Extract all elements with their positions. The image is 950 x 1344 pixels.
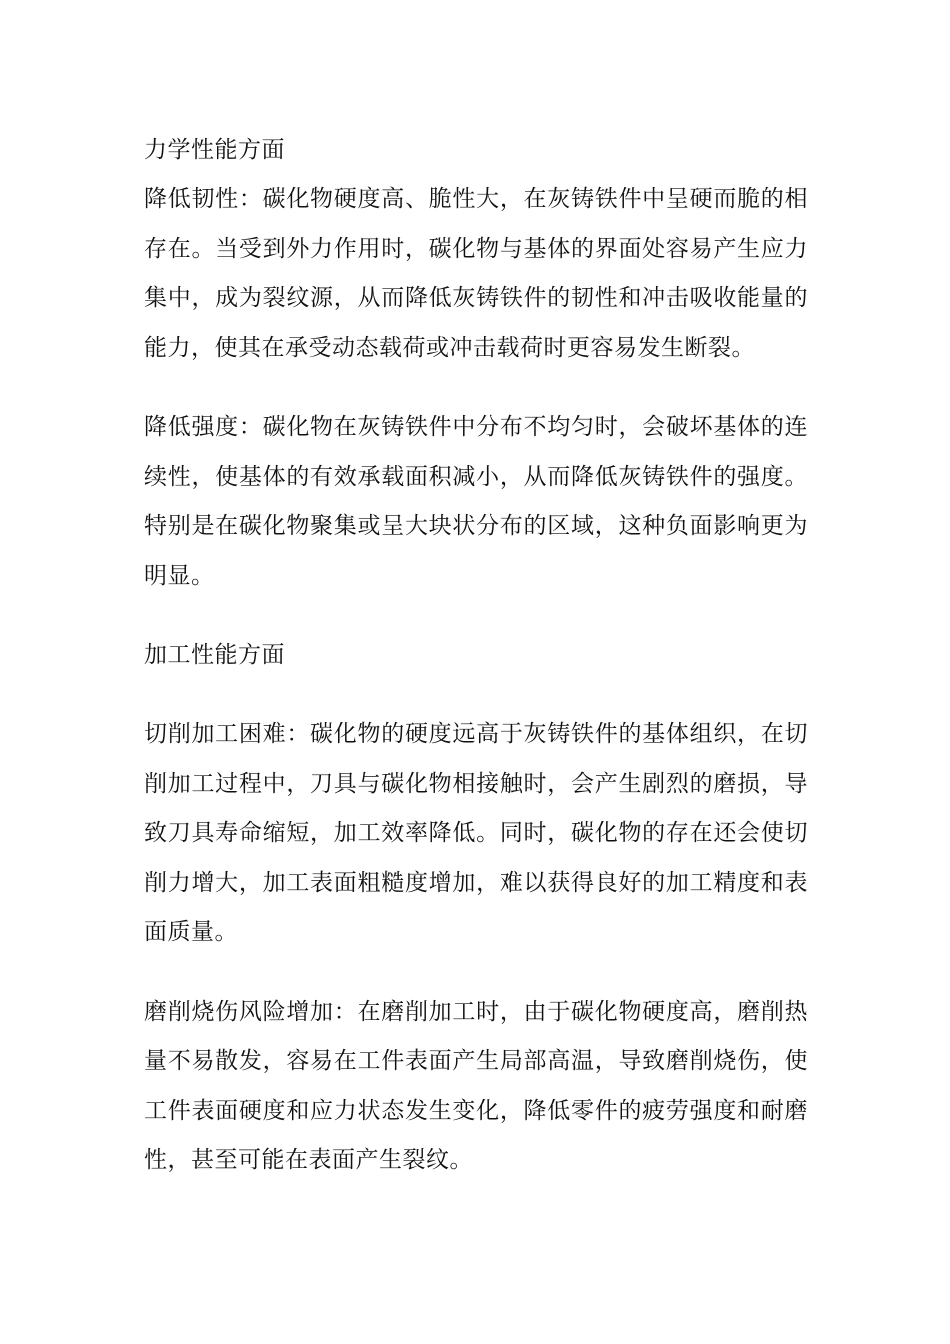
paragraph-cutting: 切削加工困难：碳化物的硬度远高于灰铸铁件的基体组织，在切削加工过程中，刀具与碳化物相接触时，会产生剧烈的磨损，导致刀具寿命缩短，加工效率降低。同时，碳化物的存在还会使切削力增大，加工表面粗糙度增加，难以获得良好的加工精度和表面质量。 [144, 721, 808, 945]
paragraph-toughness: 降低韧性：碳化物硬度高、脆性大，在灰铸铁件中呈硬而脆的相存在。当受到外力作用时，碳化物与基体的界面处容易产生应力集中，成为裂纹源，从而降低灰铸铁件的韧性和冲击吸收能量的能力，使其在承受动态载荷或冲击载荷时更容易发生断裂。 [144, 186, 808, 361]
paragraph-strength: 降低强度：碳化物在灰铸铁件中分布不均匀时，会破坏基体的连续性，使基体的有效承载面积减小，从而降低灰铸铁件的强度。特别是在碳化物聚集或呈大块状分布的区域，这种负面影响更为明显。 [144, 414, 808, 589]
paragraph-spacer [144, 680, 808, 710]
paragraph-grinding: 磨削烧伤风险增加：在磨削加工时，由于碳化物硬度高，磨削热量不易散发，容易在工件表面产生局部高温，导致磨削烧伤，使工件表面硬度和应力状态发生变化，降低零件的疲劳强度和耐磨性，甚至可能在表面产生裂纹。 [144, 998, 808, 1173]
section-heading-mechanical: 力学性能方面 [144, 137, 285, 163]
section-heading-machining: 加工性能方面 [144, 642, 285, 668]
document-body [144, 126, 808, 1186]
paragraph-spacer [144, 958, 808, 988]
paragraph-spacer [144, 601, 808, 631]
paragraph-spacer [144, 373, 808, 403]
